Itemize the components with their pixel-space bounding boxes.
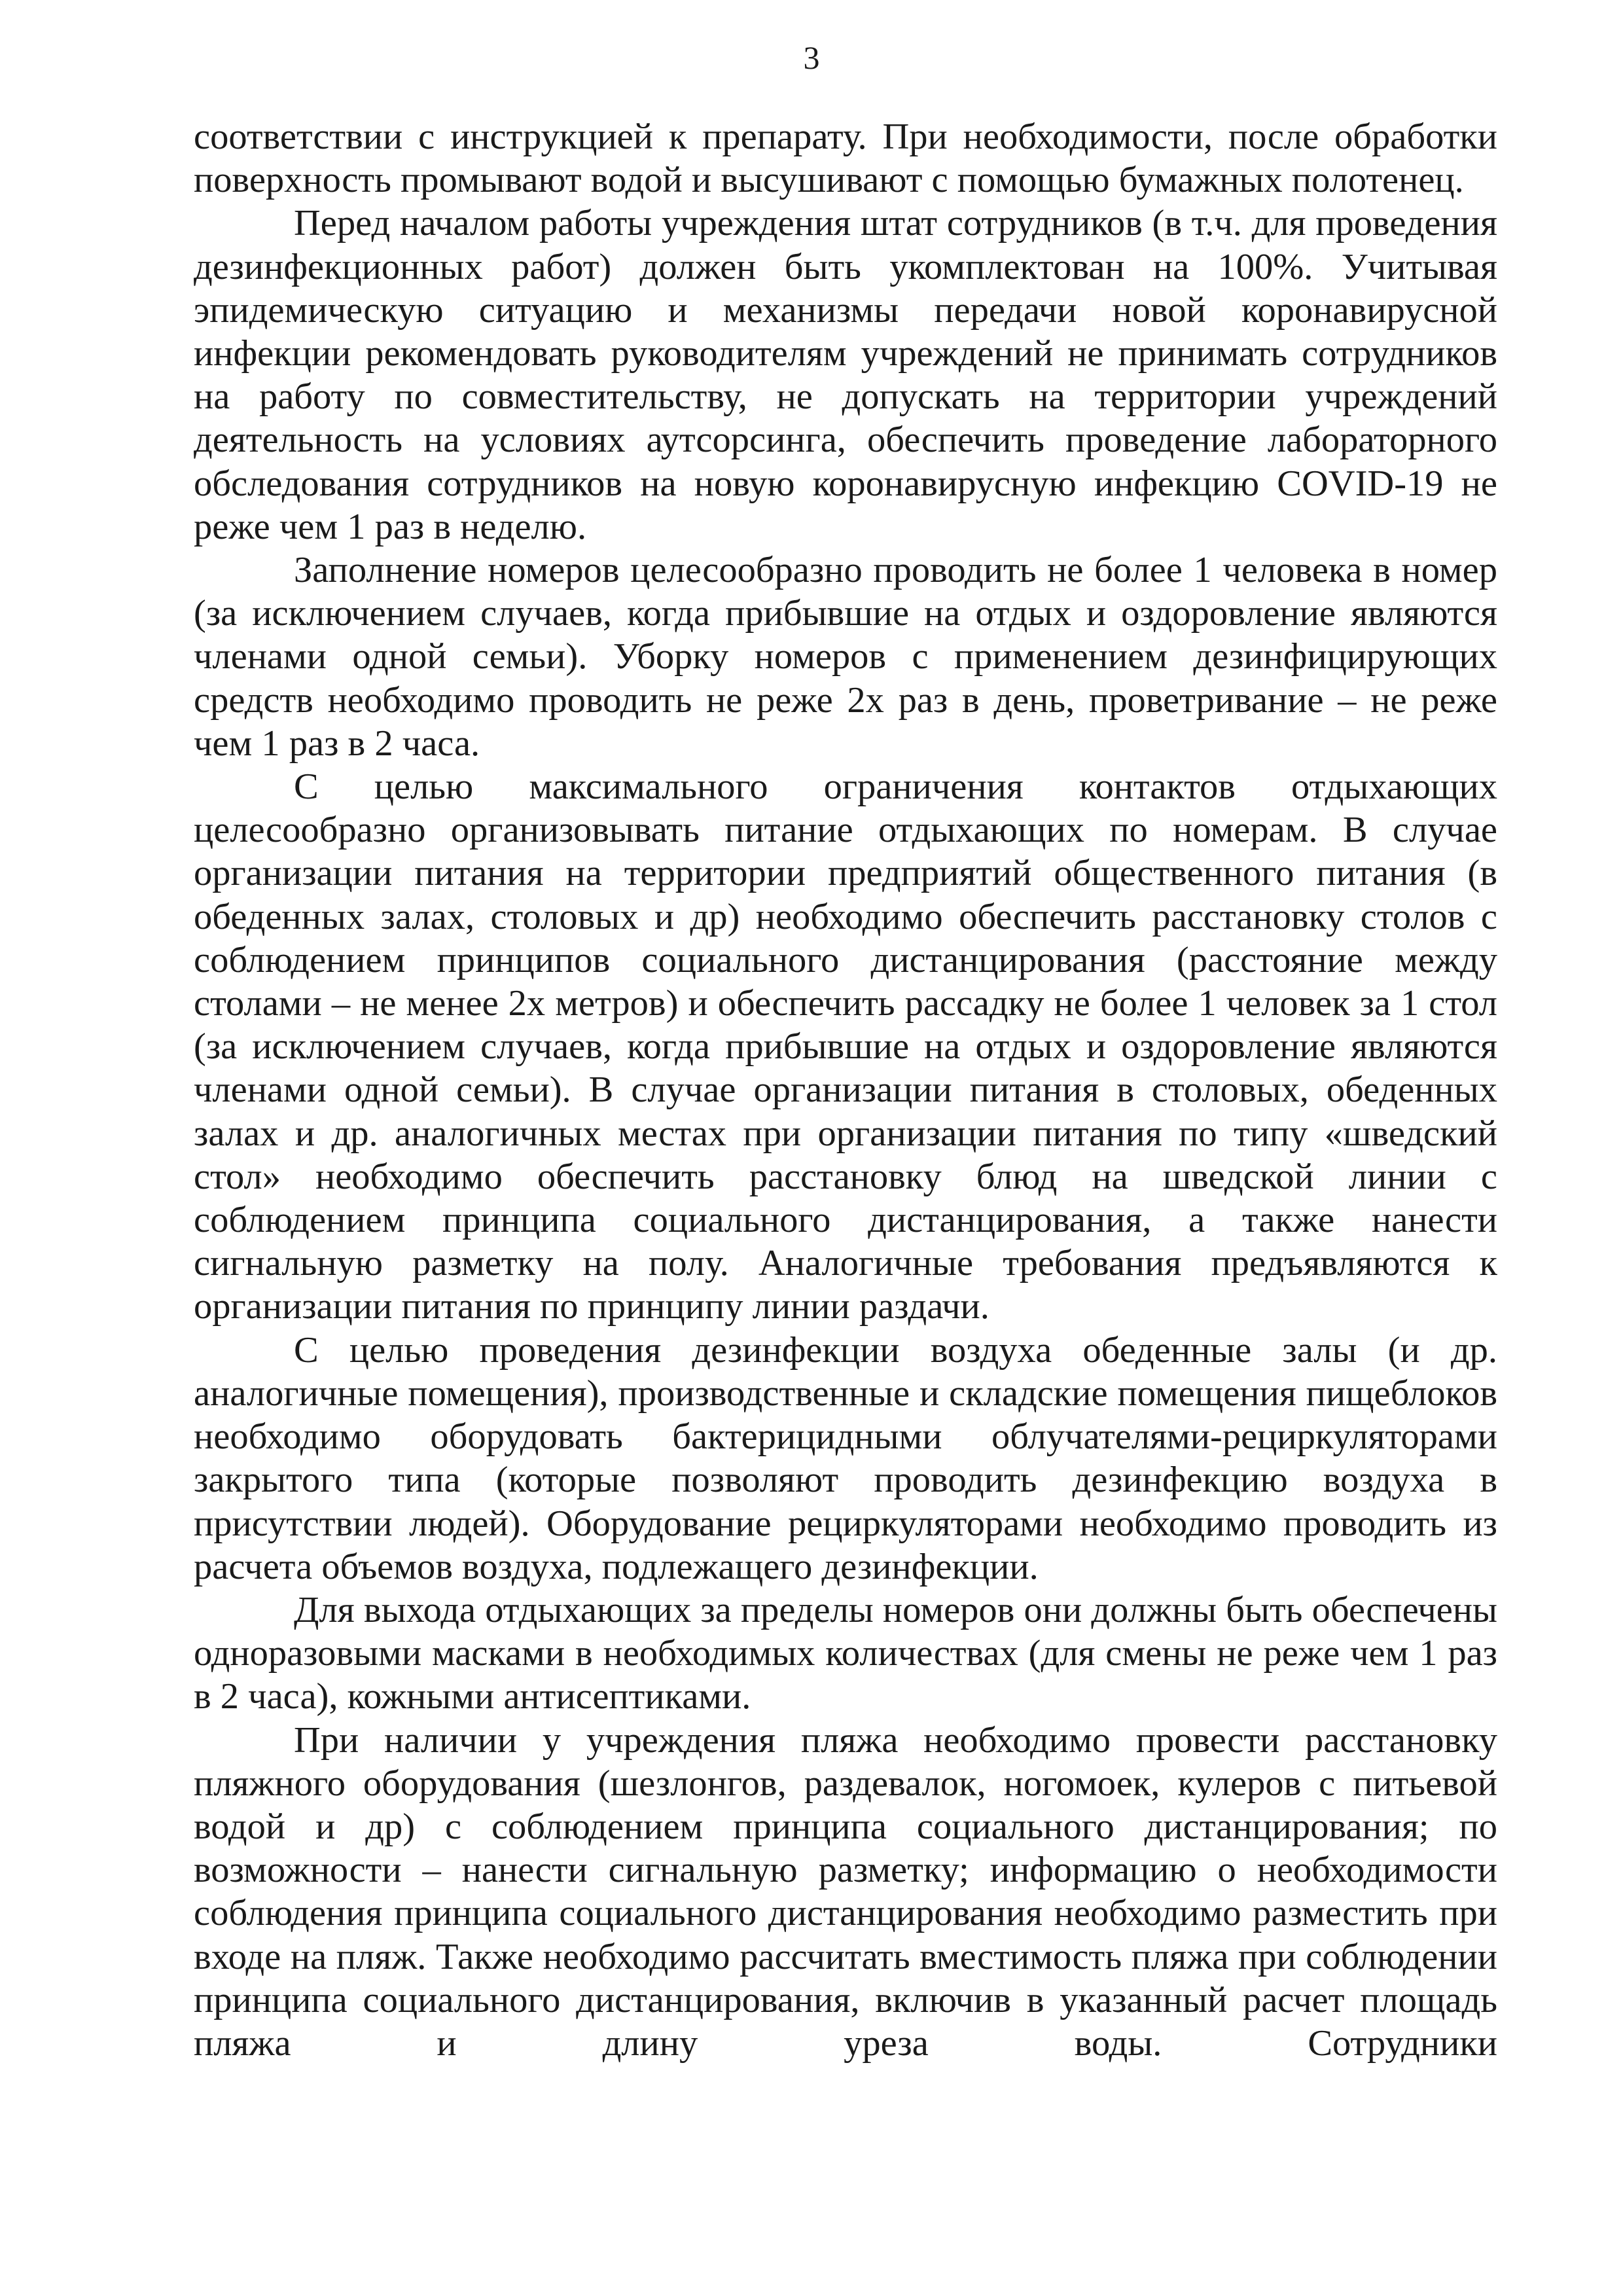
paragraph-masks: Для выхода отдыхающих за пределы номеров они должны быть обеспечены одноразовыми масками в необходимых количествах (для смены не реже чем 1 раз в 2 часа), кожными антисептиками. xyxy=(194,1589,1497,1717)
paragraph-room-occupancy: Заполнение номеров целесообразно проводить не более 1 человека в номер (за исключением случаев, когда прибывшие на отдых и оздоровление являются членами одной семьи). Уборку номеров с применением дезинфицирующих средств необходимо проводить не реже 2х раз в день, проветривание – не реже чем 1 раз в 2 часа. xyxy=(194,550,1497,764)
paragraph-catering: С целью максимального ограничения контактов отдыхающих целесообразно организовывать питание отдыхающих по номерам. В случае организации питания на территории предприятий общественного питания (в обеденных залах, столовых и др) необходимо обеспечить расстановку столов с соблюдением принципов социального дистанцирования (расстояние между столами – не менее 2х метров) и обеспечить рассадку не более 1 человек за 1 стол (за исключением случаев, когда прибывшие на отдых и оздоровление являются членами одной семьи). В случае организации питания в столовых, обеденных залах и др. аналогичных местах при организации питания по типу «шведский стол» необходимо обеспечить расстановку блюд на шведской линии с соблюдением принципа социального дистанцирования, а также нанести сигнальную разметку на полу. Аналогичные требования предъявляются к организации питания по принципу линии раздачи. xyxy=(194,766,1497,1327)
paragraph-beach: При наличии у учреждения пляжа необходимо провести расстановку пляжного оборудования (шезлонгов, раздевалок, ногомоек, кулеров с питьевой водой и др) с соблюдением принципа социального дистанцирования; по возможности – нанести сигнальную разметку; информацию о необходимости соблюдения принципа социального дистанцирования необходимо разместить при входе на пляж. Также необходимо рассчитать вместимость пляжа при соблюдении принципа социального дистанцирования, включив в указанный расчет площадь пляжа и длину уреза воды. Сотрудники xyxy=(194,1719,1497,2064)
paragraph-continuation: соответствии с инструкцией к препарату. При необходимости, после обработки поверхность промывают водой и высушивают с помощью бумажных полотенец. xyxy=(194,117,1497,201)
document-body xyxy=(194,115,1497,2065)
page-number: 3 xyxy=(803,39,820,76)
paragraph-staffing: Перед началом работы учреждения штат сотрудников (в т.ч. для проведения дезинфекционных работ) должен быть укомплектован на 100%. Учитывая эпидемическую ситуацию и механизмы передачи новой коронавирусной инфекции рекомендовать руководителям учреждений не принимать сотрудников на работу по совместительству, не допускать на территории учреждений деятельность на условиях аутсорсинга, обеспечить проведение лабораторного обследования сотрудников на новую коронавирусную инфекцию COVID-19 не реже чем 1 раз в неделю. xyxy=(194,203,1497,547)
paragraph-air-disinfection: С целью проведения дезинфекции воздуха обеденные залы (и др. аналогичные помещения), производственные и складские помещения пищеблоков необходимо оборудовать бактерицидными облучателями-рециркуляторами закрытого типа (которые позволяют проводить дезинфекцию воздуха в присутствии людей). Оборудование рециркуляторами необходимо проводить из расчета объемов воздуха, подлежащего дезинфекции. xyxy=(194,1329,1497,1587)
